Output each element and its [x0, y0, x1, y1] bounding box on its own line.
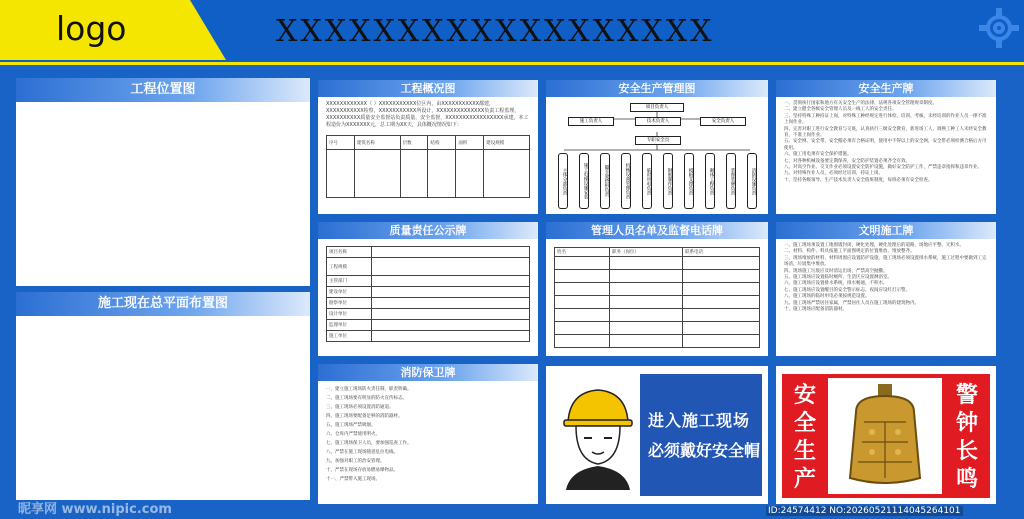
helmet-sign-line1: 进入施工现场	[648, 411, 751, 430]
civilized-item: 六、施工现场应设置排水系统，排水畅通，不积水。	[784, 281, 888, 287]
helmet-sign-line2: 必须戴好安全帽	[648, 441, 761, 460]
fire-title: 消防保卫牌	[318, 364, 538, 381]
fire-item: 十、严禁在现场存放易燃易爆物品。	[326, 468, 398, 473]
civilized-item: 八、施工现场的临时用电必须按规范设置。	[784, 294, 870, 300]
fire-item: 一、建立施工现场防火责任制，职责明确。	[326, 387, 412, 392]
quality-panel	[318, 222, 538, 356]
org-role: 装饰装修负责	[726, 153, 736, 209]
org-role: 主体分部负责	[558, 153, 568, 209]
managers-col: 职务（岗位）	[610, 248, 683, 257]
org-role: 模板支撑负责	[684, 153, 694, 209]
overview-panel	[318, 80, 538, 214]
fire-item: 三、施工现场必须设置消防通道。	[326, 405, 394, 410]
org-top: 项目负责人	[630, 103, 684, 112]
fire-item: 六、仓库内严禁使用明火。	[326, 432, 380, 437]
org-mid: 技术负责人	[635, 117, 681, 126]
civilized-item: 九、施工现场严禁居住家属，严禁居住人员在施工现场的建筑物内。	[784, 300, 919, 306]
quality-row-label: 勘察单位	[327, 298, 372, 309]
helmet-sign	[546, 366, 768, 504]
safety-card-item: 十、坚持各级领导、生产技术负责人安全值班制度，每班必须有安全检查。	[784, 177, 933, 183]
location-panel-title: 工程位置图	[16, 78, 310, 102]
watermark-id: ID:24574412 NO:20260521114045264101	[768, 506, 961, 516]
overview-col: 建筑名称	[354, 136, 400, 150]
worker-helmet-icon	[556, 382, 638, 492]
safety-card-item: 五、安全网、安全带、安全帽必须有合格证明，使用中不得以上的安全网，安全带必须检测合格后方可使用。	[784, 139, 987, 151]
fire-item: 四、施工现场要配备足够的消防器材。	[326, 414, 403, 419]
fire-item: 五、施工现场严禁吸烟。	[326, 423, 376, 428]
overview-table	[326, 135, 530, 198]
safety-card-panel	[776, 80, 996, 214]
safety-card-item: 二、建立健全各级安全管理人员及一线工人的安全责任。	[784, 107, 897, 113]
logo-text: logo	[56, 9, 127, 48]
fire-item: 二、施工现场要有明显的防火宣传标志。	[326, 396, 407, 401]
bell-icon	[834, 382, 936, 492]
quality-row-label: 监理单位	[327, 320, 372, 331]
fire-body	[318, 381, 538, 488]
safety-card-item: 九、对特殊作业人员，必须经过培训，持证上岗。	[784, 171, 883, 177]
overview-col: 层数	[400, 136, 428, 150]
overview-col: 建设规模	[484, 136, 530, 150]
fire-item: 八、严禁在施工现场随意乱拉电线。	[326, 450, 398, 455]
quality-title: 质量责任公示牌	[318, 222, 538, 239]
quality-table	[326, 246, 530, 342]
org-role: 钢筋制作负责	[663, 153, 673, 209]
civilized-title: 文明施工牌	[776, 222, 996, 239]
bell-sign-right-text: 警钟长鸣	[955, 383, 978, 492]
bell-sign-frame	[782, 374, 990, 498]
safety-card-item: 四、完善对职工进行安全教育与交底，认真执行三级安全教育，新进场工人，调换工种工人未经安全教育，不准上岗作业。	[784, 126, 987, 139]
overview-title: 工程概况图	[318, 80, 538, 97]
location-panel	[16, 78, 310, 286]
watermark-site: 昵享网 www.nipic.com	[18, 502, 172, 517]
fire-item: 十一、严禁带入施工现场。	[326, 477, 380, 482]
overview-col: 面积	[456, 136, 484, 150]
civilized-item: 二、材料、构件、料具按施工平面图规定的位置堆放，堆放整齐。	[784, 249, 915, 255]
safety-card-title: 安全生产牌	[776, 80, 996, 97]
header-divider	[0, 62, 1024, 65]
org-center: 专职安全员	[635, 136, 681, 145]
overview-text: XXXXXXXXXXXX（ ）XXXXXXXXXXX位区内，由XXXXXXXXXXX都建，XXXXXXXXXXX检察，XXXXXXXXXXX所设计，XXXXXXXXXXXXXX负责工程监理，XXXXXXXXXX质量安全监督站负责质量、安全监督，XXXXXXXXXXXXXXXXX承建。本工程造价为XXXXXXX元，总工期为XX天，具体概况情况如下：	[326, 101, 529, 128]
civilized-body	[776, 239, 996, 317]
civilized-panel	[776, 222, 996, 356]
org-mid: 安全负责人	[700, 117, 746, 126]
civilized-item: 五、施工现场应设置临时厕所，生活区应设置淋浴室。	[784, 275, 892, 281]
org-role: 脚手架搭拆负责	[600, 153, 610, 209]
civilized-item: 三、现场堆放的材料，材料周围应设置防护设施，施工现场必须设置排水系统，施工过程中要做到工完场清，垃圾集中堆放。	[784, 255, 987, 268]
civilized-item: 十、施工现场应配备消防器材。	[784, 307, 847, 313]
overview-col: 序号	[327, 136, 355, 150]
safety-card-item: 六、施工用电须有安全保护措施。	[784, 152, 852, 158]
safety-card-item: 七、对各种机械设备要定期保养，安全防护装置必须齐全有效。	[784, 158, 910, 164]
layout-panel	[16, 292, 310, 500]
safety-org-panel	[546, 80, 768, 214]
managers-table	[554, 247, 760, 348]
helmet-sign-frame	[552, 374, 762, 496]
safety-org-title: 安全生产管理图	[546, 80, 768, 97]
safety-card-item: 八、对高空作业、交叉作业必须设置安全防护设施，做好安全防护工作，严禁违章指挥和违章作业。	[784, 165, 982, 171]
fire-item: 九、加强对职工的治安管理。	[326, 459, 385, 464]
org-role: 施工电梯设施安装	[579, 153, 589, 209]
quality-row-label: 项目名称	[327, 247, 372, 258]
managers-col: 联系电话	[683, 248, 760, 257]
managers-col: 姓名	[555, 248, 610, 257]
layout-panel-title: 施工现在总平面布置图	[16, 292, 310, 316]
civilized-item: 七、施工现场应设置醒目的安全警示标志，夜间应设红灯示警。	[784, 287, 910, 293]
quality-row-label: 设计单位	[327, 309, 372, 320]
gear-icon	[975, 4, 1023, 52]
civilized-item: 四、现场施工垃圾应及时清运出场，严禁高空抛撒。	[784, 268, 888, 274]
bell-sign-left-text: 安全生产	[793, 383, 816, 492]
quality-row-label: 施工单位	[327, 331, 372, 342]
overview-col: 结构	[428, 136, 456, 150]
civilized-item: 一、施工现场须设置工地围墙封闭，硬化处理，硬化处理后的道路，场地应平整、无积水。	[784, 243, 964, 248]
managers-panel	[546, 222, 768, 356]
org-role: 机械设备管理负责	[621, 153, 631, 209]
safety-card-body	[776, 97, 996, 188]
safety-card-item: 一、贯彻执行国家和地方有关安全生产的法律、法规各项安全管理规章制度。	[784, 101, 937, 106]
safety-card-item: 三、坚持特殊工种持证上岗，对特殊工种经规定进行体检、培训、考核，未经培训的作业人员一律不准上岗作业。	[784, 113, 987, 126]
quality-row-label: 工程规模	[327, 258, 372, 276]
fire-panel	[318, 364, 538, 504]
org-mid: 施工负责人	[568, 117, 614, 126]
org-role: 砌体工程负责	[705, 153, 715, 209]
fire-item: 七、施工现场保卫人员，要加强巡查工作。	[326, 441, 412, 446]
quality-row-label: 主管部门	[327, 276, 372, 287]
quality-row-label: 建设单位	[327, 287, 372, 298]
org-role: 消防设施负责	[747, 153, 757, 209]
board-title: XXXXXXXXXXXXXXXXXX	[276, 14, 715, 49]
org-role: 临时用电负责	[642, 153, 652, 209]
managers-title: 管理人员名单及监督电话牌	[546, 222, 768, 239]
bell-sign	[776, 366, 996, 504]
